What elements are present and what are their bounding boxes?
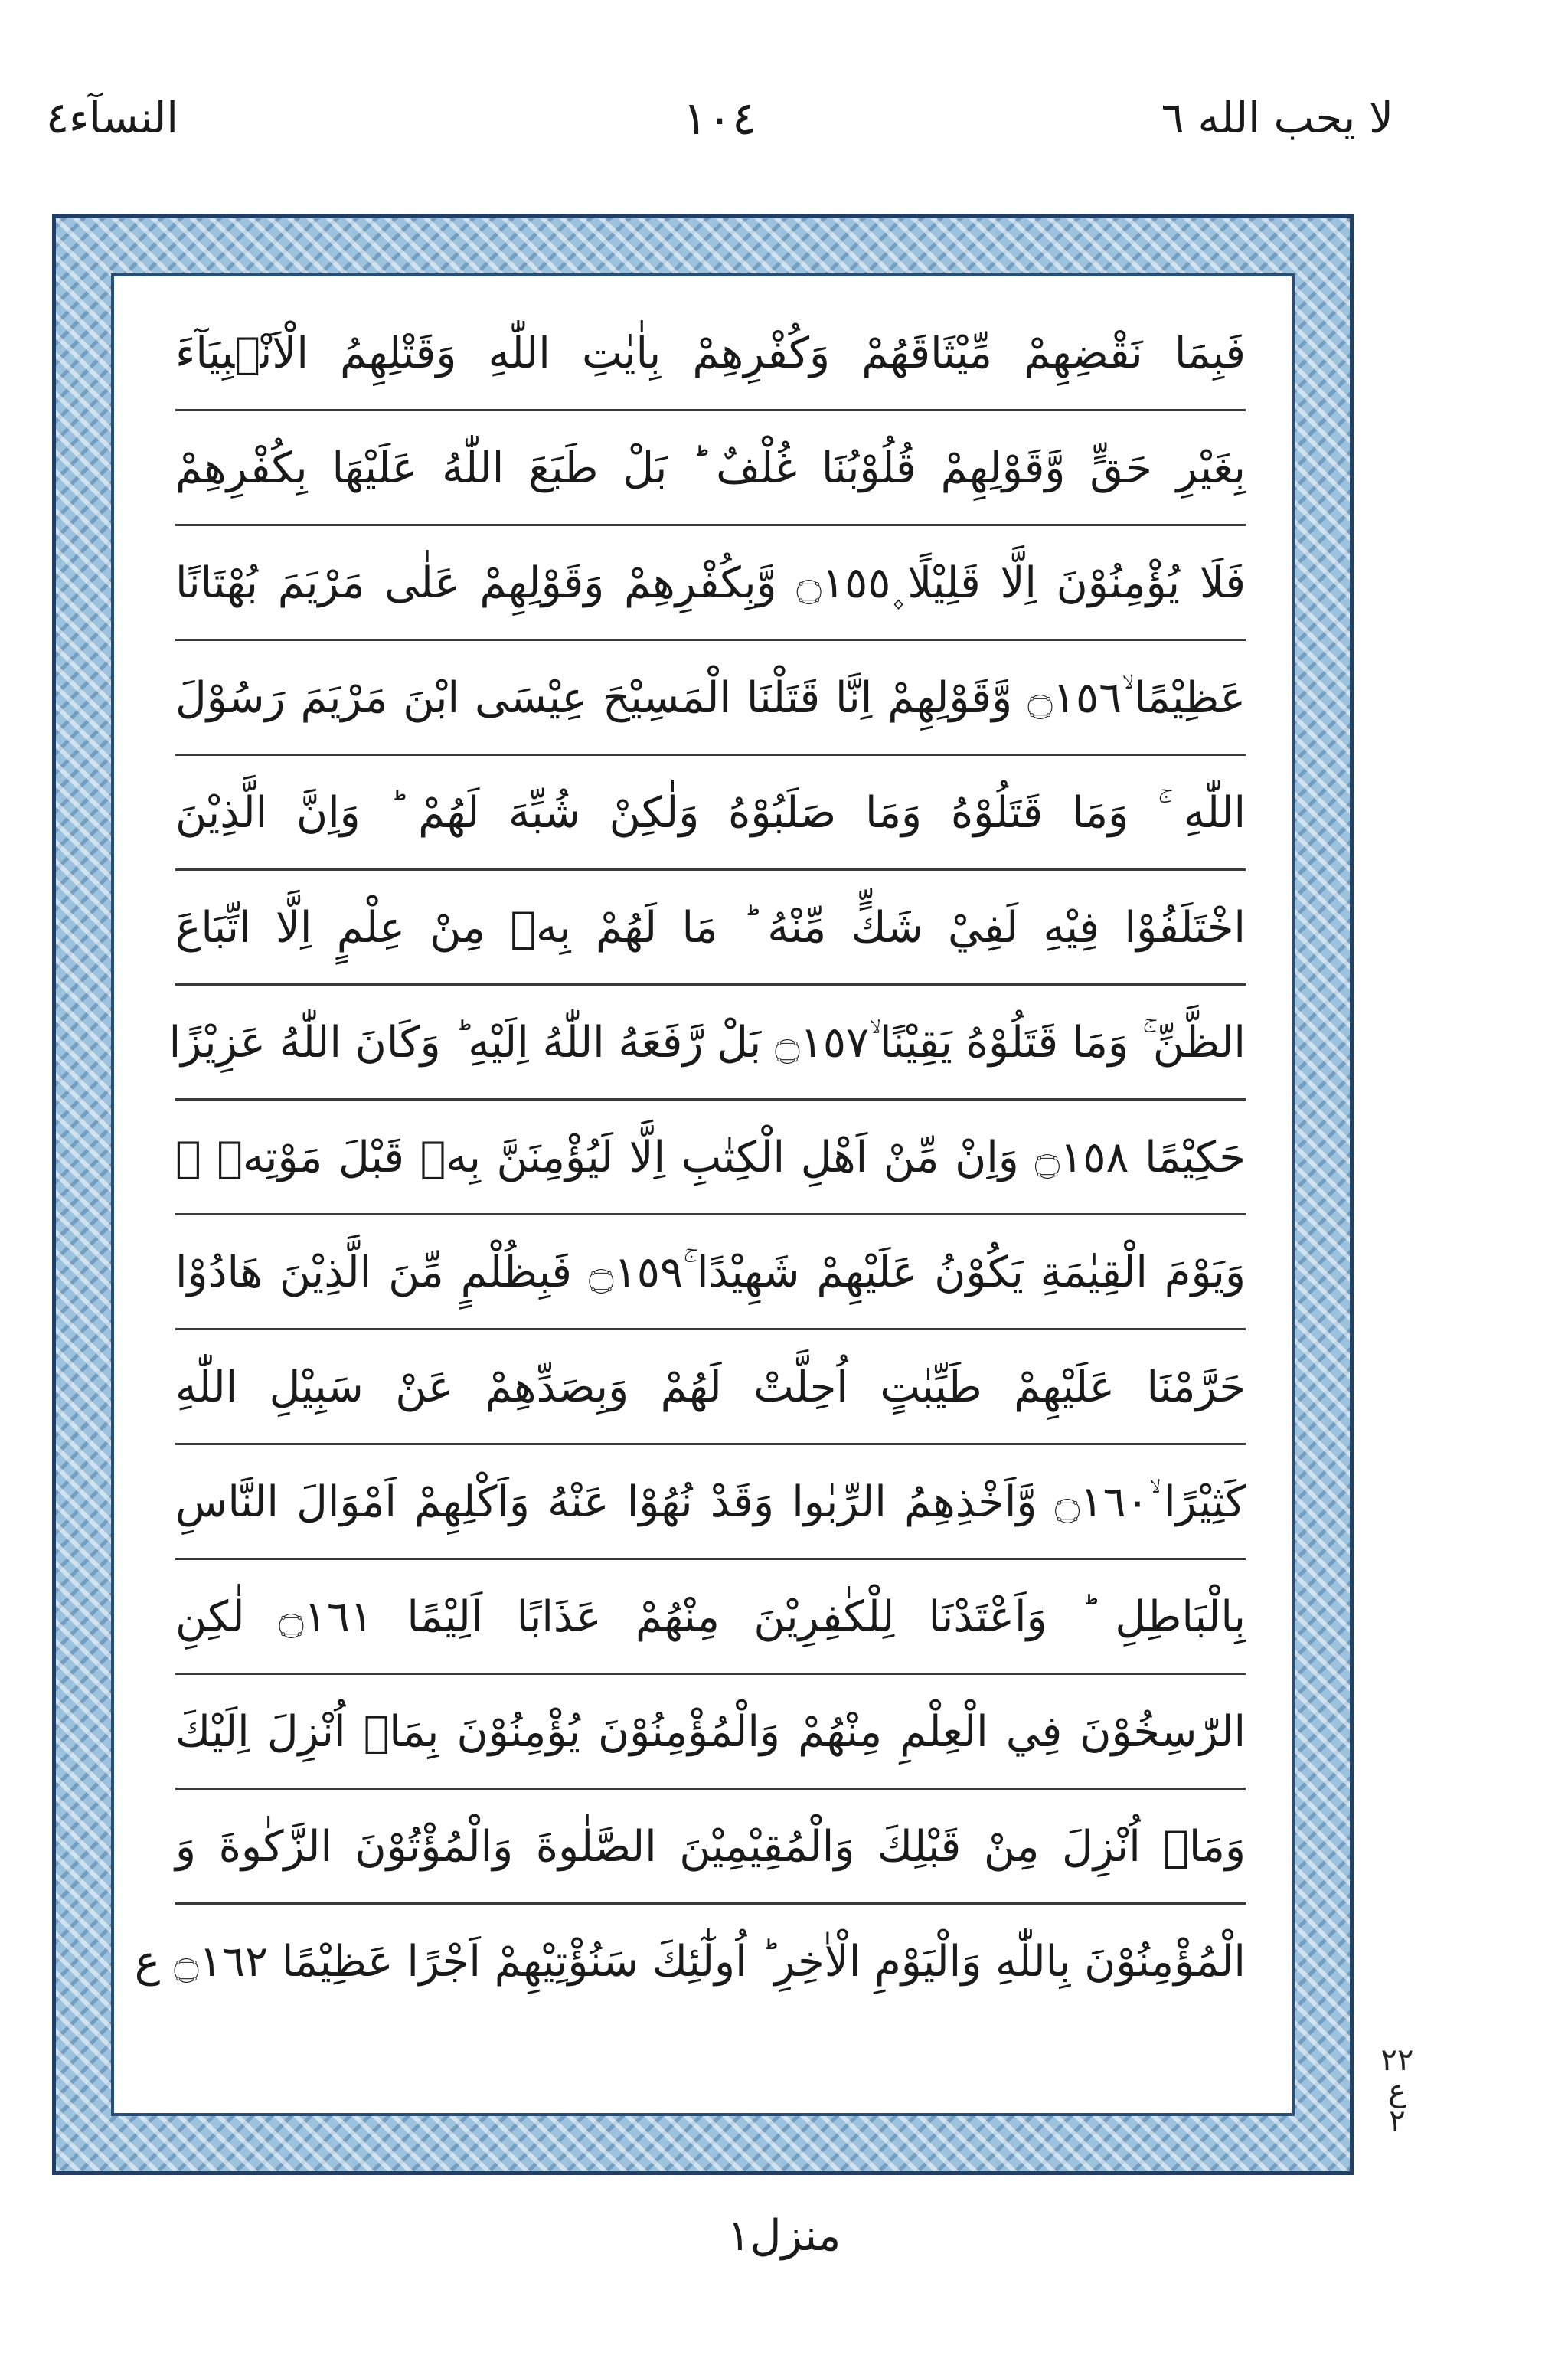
manzil-label: منزل١ [727,2211,841,2261]
verse-line: اخْتَلَفُوْا فِيْهِ لَفِيْ شَكٍّ مِّنْهُ ؕ مَا لَهُمْ بِهٖ مِنْ عِلْمٍ اِلَّا اتِّبَاعَ [175,871,1246,986]
ruku-sign: ع [1388,2073,1406,2108]
verse-line: وَيَوْمَ الْقِيٰمَةِ يَكُوْنُ عَلَيْهِمْ شَهِيْدًا ۚ۝١٥٩ فَبِظُلْمٍ مِّنَ الَّذِيْنَ هَادُوْا [175,1215,1246,1330]
decorative-border [52,214,1354,2175]
verse-line: حَكِيْمًا ۝١٥٨ وَاِنْ مِّنْ اَهْلِ الْكِتٰبِ اِلَّا لَيُؤْمِنَنَّ بِهٖ قَبْلَ مَوْتِهٖ ۚ [175,1101,1246,1215]
verse-line: بِالْبَاطِلِ ؕ وَاَعْتَدْنَا لِلْكٰفِرِيْنَ مِنْهُمْ عَذَابًا اَلِيْمًا ۝١٦١ لٰكِنِ [175,1560,1246,1675]
surah-name: النسآء٤ [46,93,178,143]
ruku-index: ٢ [1389,2104,1406,2139]
page-header [46,84,1393,168]
page-number: ١٠٤ [682,92,757,146]
text-panel [111,273,1295,2116]
verse-line: الظَّنِّ ۚ وَمَا قَتَلُوْهُ يَقِيْنًا ۙ۝١٥٧ بَلْ رَّفَعَهُ اللّٰهُ اِلَيْهِ ؕ وَكَانَ اللّٰهُ عَزِيْزًا [175,986,1246,1101]
verse-line: الْمُؤْمِنُوْنَ بِاللّٰهِ وَالْيَوْمِ الْاٰخِرِ ؕ اُولٰٓئِكَ سَنُؤْتِيْهِمْ اَجْرًا عَظِيْمًا ۝١٦٢ ع [134,1937,1246,1987]
verse-line: اللّٰهِ ۚ وَمَا قَتَلُوْهُ وَمَا صَلَبُوْهُ وَلٰكِنْ شُبِّهَ لَهُمْ ؕ وَاِنَّ الَّذِيْنَ [175,756,1246,871]
verse-line: فَبِمَا نَقْضِهِمْ مِّيْثَاقَهُمْ وَكُفْرِهِمْ بِاٰيٰتِ اللّٰهِ وَقَتْلِهِمُ الْاَنْۢبِيَآءَ [175,296,1246,411]
ruku-marker [1370,2045,1424,2137]
verse-line: وَمَاۤ اُنْزِلَ مِنْ قَبْلِكَ وَالْمُقِيْمِيْنَ الصَّلٰوةَ وَالْمُؤْتُوْنَ الزَّكٰوةَ وَ [175,1790,1246,1905]
verse-line: حَرَّمْنَا عَلَيْهِمْ طَيِّبٰتٍ اُحِلَّتْ لَهُمْ وَبِصَدِّهِمْ عَنْ سَبِيْلِ اللّٰهِ [175,1330,1246,1445]
verse-lines [134,296,1246,2020]
verse-line: بِغَيْرِ حَقٍّ وَّقَوْلِهِمْ قُلُوْبُنَا غُلْفٌ ؕ بَلْ طَبَعَ اللّٰهُ عَلَيْهَا بِكُفْرِهِمْ [175,411,1246,526]
verse-line: فَلَا يُؤْمِنُوْنَ اِلَّا قَلِيْلًا ۪۝١٥٥ وَّبِكُفْرِهِمْ وَقَوْلِهِمْ عَلٰى مَرْيَمَ بُهْتَانًا [175,526,1246,641]
verse-line: الرّٰسِخُوْنَ فِي الْعِلْمِ مِنْهُمْ وَالْمُؤْمِنُوْنَ يُؤْمِنُوْنَ بِمَاۤ اُنْزِلَ اِلَيْكَ [175,1675,1246,1790]
verse-line: كَثِيْرًا ۙ۝١٦٠ وَّاَخْذِهِمُ الرِّبٰوا وَقَدْ نُهُوْا عَنْهُ وَاَكْلِهِمْ اَمْوَالَ النَّاسِ [175,1445,1246,1560]
ruku-count: ٢٢ [1380,2043,1414,2078]
juz-name: لا يحب الله ٦ [1161,93,1393,143]
verse-line: عَظِيْمًا ۙ۝١٥٦ وَّقَوْلِهِمْ اِنَّا قَتَلْنَا الْمَسِيْحَ عِيْسَى ابْنَ مَرْيَمَ رَسُوْلَ [175,641,1246,756]
